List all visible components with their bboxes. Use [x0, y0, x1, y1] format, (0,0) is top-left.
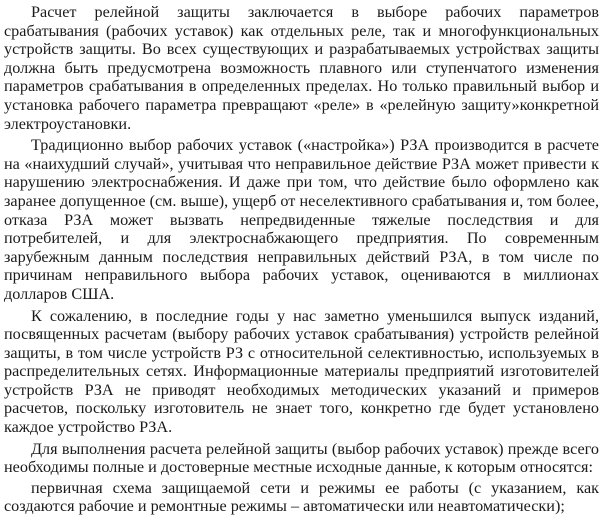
paragraph-relay-protection-calculation: Расчет релейной защиты заключается в выборе рабочих параметров срабатывания (рабочих уставок) как отдельных реле, так и многофункциональных устройств защиты. Во всех существующих и разрабатываемых устройствах защиты должна быть предусмотрена возможность плавного или ступенчатого изменения параметров срабатывания в определенных пределах. Но только правильный выбор и установка рабочего параметра превращают «реле» в «релейную защиту»конкретной электроустановки.: [4, 3, 599, 133]
document-page: [4, 3, 599, 516]
paragraph-publications-decline: К сожалению, в последние годы у нас заметно уменьшился выпуск изданий, посвященных расчетам (выбору рабочих уставок срабатывания) устройств релейной защиты, в том числе устройств РЗ с относительной селективностью, используемых в распределительных сетях. Информационные материалы предприятий изготовителей устройств РЗА не приводят необходимых методических указаний и примеров расчетов, поскольку изготовитель не знает того, конкретно где будет установлено каждое устройство РЗА.: [4, 306, 599, 437]
paragraph-required-source-data: Для выполнения расчета релейной защиты (выбор рабочих уставок) прежде всего необходимы полные и достоверные местные исходные данные, к которым относятся:: [4, 439, 599, 477]
paragraph-traditional-settings-selection: Традиционно выбор рабочих уставок («настройка») РЗА производится в расчете на «наихудший случай», учитывая что неправильное действие РЗА может привести к нарушению электроснабжения. И даже при том, что действие было оформлено как заранее допущенное (см. выше), ущерб от неселективного срабатывания и, том более, отказа РЗА может вызвать непредвиденные тяжелые последствия и для потребителей, и для электроснабжающего предприятия. По современным зарубежным данным последствия неправильных действий РЗА, в том числе по причинам неправильного выбора рабочих уставок, оцениваются в миллионах долларов США.: [4, 136, 599, 303]
list-item-primary-network-scheme: первичная схема защищаемой сети и режимы ее работы (с указанием, как создаются рабочие и ремонтные режимы – автоматически или неавтоматически);: [4, 478, 599, 516]
